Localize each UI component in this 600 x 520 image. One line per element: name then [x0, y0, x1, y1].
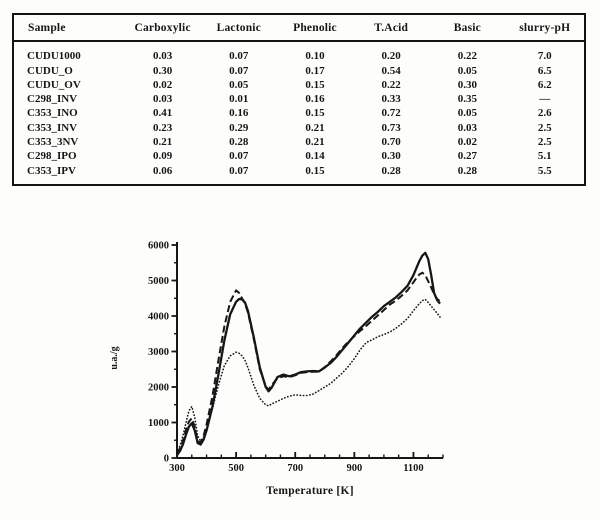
column-header: Lactonic [201, 15, 277, 41]
column-header: Carboxylic [125, 15, 201, 41]
tpd-line-chart [90, 228, 485, 515]
value-cell: 0.15 [305, 107, 325, 120]
value-cell: 0.27 [457, 150, 477, 163]
value-cell: 0.07 [229, 64, 249, 77]
value-cell: 2.6 [537, 107, 552, 120]
sample-name-cell: C298_IPO [27, 150, 77, 163]
chart-series [177, 253, 440, 455]
value-cell: 0.30 [381, 150, 401, 163]
sample-name-cell: C353_INO [27, 107, 78, 120]
y-tick-label: 5000 [148, 276, 169, 287]
chart-line-solid [177, 253, 440, 455]
value-cell: 0.30 [152, 64, 173, 77]
data-table [14, 15, 584, 184]
value-cell: 0.15 [305, 164, 325, 177]
value-cell: 0.01 [229, 93, 249, 106]
value-cell: 0.10 [305, 50, 325, 63]
value-cell: 0.02 [152, 78, 173, 91]
value-cell: — [539, 93, 551, 106]
table-row [14, 41, 584, 63]
value-cell: 0.22 [381, 78, 401, 91]
y-tick-label: 1000 [148, 418, 169, 429]
chart-axes [172, 242, 444, 458]
sample-name-cell: CUDU_OV [27, 78, 81, 91]
value-cell: 0.16 [305, 93, 325, 106]
value-cell: 0.03 [152, 93, 173, 106]
sample-name-cell: C298_INV [27, 93, 78, 106]
value-cell: 0.22 [457, 50, 477, 63]
value-cell: 5.1 [537, 150, 552, 163]
chart-line-dotted [177, 299, 440, 452]
sample-name-cell: C353_3NV [27, 136, 79, 148]
value-cell: 0.72 [381, 107, 401, 120]
value-cell: 0.21 [152, 136, 173, 148]
y-tick-label: 0 [163, 453, 169, 465]
column-header: T.Acid [353, 15, 429, 41]
value-cell: 0.05 [457, 107, 477, 120]
value-cell: 2.5 [537, 121, 552, 134]
value-cell: 0.16 [229, 107, 249, 120]
table-row [14, 164, 584, 185]
value-cell: 0.07 [229, 150, 249, 163]
value-cell: 6.5 [537, 64, 552, 77]
value-cell: 0.15 [305, 78, 325, 91]
table-header-row [14, 15, 584, 41]
y-axis-title: u.a./g [109, 346, 120, 370]
x-axis-title: Temperature [K] [266, 485, 354, 497]
table-row [14, 135, 584, 149]
x-tick-label: 1100 [403, 463, 424, 474]
value-cell: 0.09 [152, 150, 173, 163]
table-body [14, 41, 584, 184]
table-header [14, 15, 584, 41]
table-row [14, 63, 584, 77]
column-header: slurry-pH [505, 15, 584, 41]
x-tick-label: 500 [228, 463, 244, 474]
value-cell: 0.06 [152, 164, 173, 177]
sample-name-cell: CUDU_O [27, 64, 73, 77]
y-tick-label: 4000 [148, 311, 169, 323]
table-row [14, 149, 584, 163]
value-cell: 0.03 [457, 121, 477, 134]
value-cell: 0.02 [457, 136, 477, 148]
value-cell: 0.21 [305, 136, 325, 148]
x-tick-label: 700 [287, 463, 304, 474]
sample-name-cell: C353_INV [27, 121, 78, 134]
column-header: Sample [14, 15, 125, 41]
value-cell: 0.28 [381, 164, 401, 177]
value-cell: 0.05 [229, 78, 249, 91]
sample-properties-table [12, 13, 586, 186]
value-cell: 0.41 [152, 107, 173, 120]
table-row [14, 78, 584, 92]
value-cell: 0.28 [229, 136, 249, 148]
value-cell: 0.23 [152, 121, 173, 134]
value-cell: 0.03 [152, 50, 173, 63]
y-tick-label: 6000 [148, 240, 169, 252]
chart-line-dashed [177, 273, 440, 454]
value-cell: 0.20 [381, 50, 401, 63]
value-cell: 0.54 [381, 64, 401, 77]
column-header: Phenolic [277, 15, 353, 41]
value-cell: 0.33 [381, 93, 401, 106]
value-cell: 0.30 [457, 78, 477, 91]
value-cell: 0.29 [229, 121, 249, 134]
chart-tick-labels [148, 241, 424, 475]
value-cell: 2.5 [537, 136, 552, 148]
value-cell: 7.0 [537, 50, 552, 63]
value-cell: 0.73 [381, 121, 401, 134]
y-tick-label: 2000 [148, 382, 169, 394]
table-row [14, 92, 584, 106]
value-cell: 0.28 [457, 164, 477, 177]
value-cell: 0.17 [305, 64, 325, 77]
x-tick-label: 300 [169, 463, 185, 474]
value-cell: 0.70 [381, 136, 401, 148]
table-row [14, 106, 584, 120]
value-cell: 0.14 [305, 150, 325, 163]
x-tick-label: 900 [346, 463, 363, 474]
y-tick-label: 3000 [148, 347, 169, 358]
sample-name-cell: CUDU1000 [27, 50, 81, 63]
column-header: Basic [429, 15, 505, 41]
value-cell: 0.21 [305, 121, 325, 134]
value-cell: 0.35 [457, 93, 477, 106]
value-cell: 6.2 [537, 78, 552, 91]
value-cell: 5.5 [537, 164, 552, 177]
value-cell: 0.07 [229, 50, 249, 63]
sample-name-cell: C353_IPV [27, 164, 76, 177]
table-row [14, 121, 584, 135]
value-cell: 0.05 [457, 64, 477, 77]
chart-canvas [90, 228, 485, 515]
value-cell: 0.07 [229, 164, 249, 177]
